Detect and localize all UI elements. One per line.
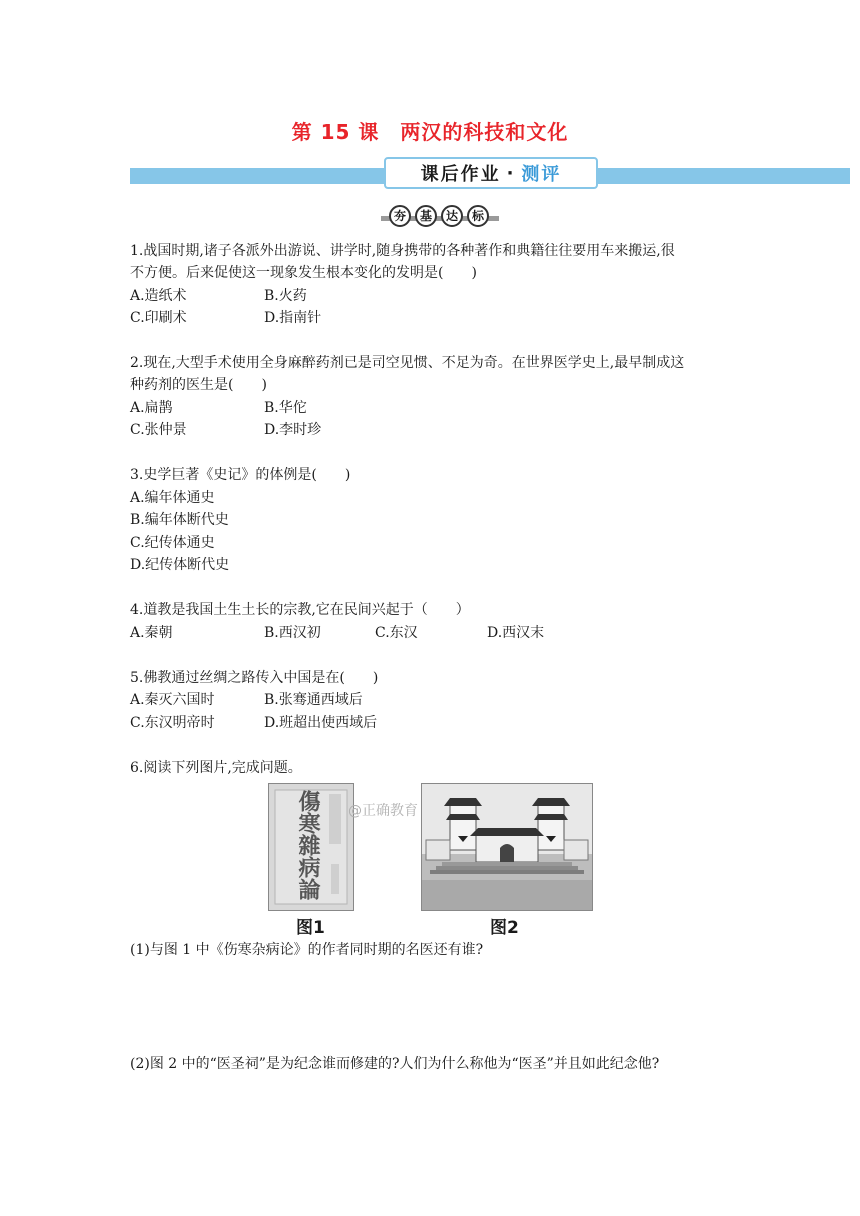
q3-option-c: C.纪传体通史 [130,535,215,551]
q3-option-d: D.纪传体断代史 [130,557,230,573]
q3-option-b: B.编年体断代史 [130,512,229,528]
figure-2-caption: 图2 [490,918,519,938]
figure-2-memorial-hall [421,783,593,911]
section-heading [381,205,499,227]
section-char: 基 [415,205,437,227]
q4-stem: 4.道教是我国土生土长的宗教,它在民间兴起于（ ） [130,602,470,618]
q5-option-b: B.张骞通西域后 [264,692,363,708]
section-char: 达 [441,205,463,227]
lesson-title: 第 15 课 两汉的科技和文化 [291,120,569,144]
q2-option-b: B.华佗 [264,400,307,416]
watermark: @正确教育 [348,803,418,819]
q3-stem: 3.史学巨著《史记》的体例是( ) [130,467,351,483]
q1-option-c: C.印刷术 [130,310,187,326]
q6-sub-question-2: (2)图 2 中的“医圣祠”是为纪念谁而修建的?人们为什么称他为“医圣”并且如此纪念他? [130,1056,660,1072]
q2-option-d: D.李时珍 [264,422,322,438]
q5-option-c: C.东汉明帝时 [130,715,215,731]
book-title-calligraphy: 傷寒雜病論 [295,790,321,900]
q6-stem: 6.阅读下列图片,完成问题。 [130,760,302,776]
q1-stem-line1: 1.战国时期,诸子各派外出游说、讲学时,随身携带的各种著作和典籍往往要用车来搬运,很 [130,243,675,259]
q1-stem-line2: 不方便。后来促使这一现象发生根本变化的发明是( ) [130,265,477,281]
homework-banner [384,157,598,189]
q4-option-a: A.秦朝 [130,625,173,641]
q4-option-c: C.东汉 [375,625,418,641]
q1-option-d: D.指南针 [264,310,322,326]
section-char: 标 [467,205,489,227]
q4-option-d: D.西汉末 [487,625,545,641]
q2-stem-line2: 种药剂的医生是( ) [130,377,267,393]
figure-1-book-cover [268,783,354,911]
q5-stem: 5.佛教通过丝绸之路传入中国是在( ) [130,670,379,686]
q2-option-c: C.张仲景 [130,422,187,438]
q3-option-a: A.编年体通史 [130,490,215,506]
q1-option-a: A.造纸术 [130,288,187,304]
q5-option-d: D.班超出使西域后 [264,715,378,731]
q5-option-a: A.秦灭六国时 [130,692,215,708]
banner-part2: 测评 [521,164,562,185]
banner-separator: · [506,162,516,184]
memorial-hall-image [422,784,592,910]
q2-stem-line1: 2.现在,大型手术使用全身麻醉药剂已是司空见惯、不足为奇。在世界医学史上,最早制成这 [130,355,685,371]
q4-option-b: B.西汉初 [264,625,321,641]
q6-sub-question-1: (1)与图 1 中《伤寒杂病论》的作者同时期的名医还有谁? [130,942,484,958]
q1-option-b: B.火药 [264,288,307,304]
banner-part1: 课后作业 [420,164,501,185]
section-char: 夯 [389,205,411,227]
q2-option-a: A.扁鹊 [130,400,173,416]
figure-1-caption: 图1 [296,918,325,938]
